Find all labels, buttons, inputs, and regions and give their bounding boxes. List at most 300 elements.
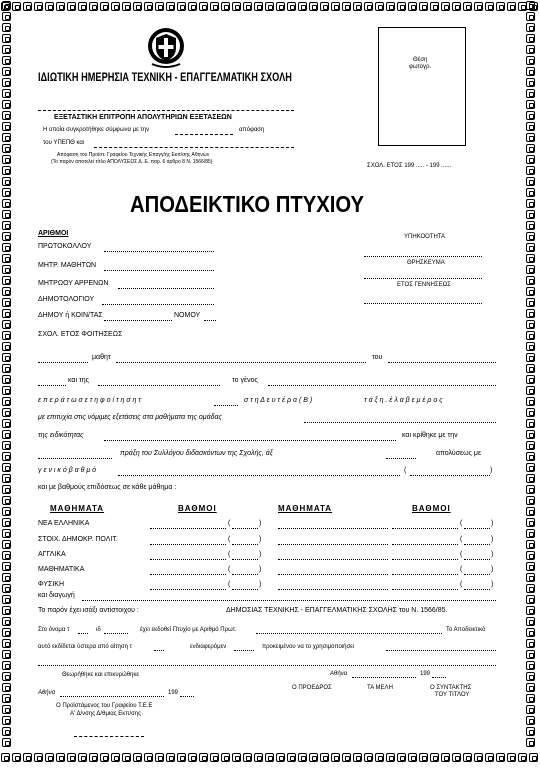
border-square: [2, 232, 11, 241]
border-square: [526, 254, 535, 263]
border-square: [166, 2, 175, 11]
field-line: [180, 696, 194, 697]
border-square: [243, 2, 252, 11]
border-square: [526, 397, 535, 406]
border-square: [2, 298, 11, 307]
subject-row-4: ΦΥΣΙΚΗ: [38, 581, 65, 588]
field-line: [386, 458, 416, 459]
border-square: [210, 2, 219, 11]
border-square: [526, 694, 535, 703]
border-square: [526, 243, 535, 252]
border-square: [2, 287, 11, 296]
text-onoma-b: ιδ: [96, 627, 101, 633]
border-square: [45, 753, 54, 762]
border-square: [309, 2, 318, 11]
border-square: [111, 2, 120, 11]
grade-line: [278, 574, 388, 575]
grade-line: [464, 589, 490, 590]
border-square: [67, 753, 76, 762]
grade-line: [232, 528, 258, 529]
text-equiv-a: Το παρόν έχει ισάξι αντίστοιχου :: [38, 607, 139, 614]
border-square: [2, 562, 11, 571]
border-square: [526, 177, 535, 186]
border-square: [2, 727, 11, 736]
label-mitroou-arrenon: ΜΗΤΡΩΟΥ ΑΡΡΕΝΩΝ: [38, 280, 109, 287]
border-square: [496, 753, 505, 762]
border-square: [155, 753, 164, 762]
border-square: [232, 753, 241, 762]
border-square: [133, 753, 142, 762]
border-square: [452, 753, 461, 762]
photo-label: Θέση: [413, 57, 428, 63]
border-square: [45, 2, 54, 11]
field-line: [104, 270, 214, 271]
border-square: [342, 2, 351, 11]
border-square: [526, 144, 535, 153]
border-square: [2, 496, 11, 505]
border-square: [386, 2, 395, 11]
grade-paren-close: ): [491, 520, 494, 527]
border-square: [188, 753, 197, 762]
border-square: [2, 144, 11, 153]
border-square: [474, 2, 483, 11]
border-square: [397, 2, 406, 11]
label-mitr-mathiton: ΜΗΤΡ. ΜΑΘΗΤΩΝ: [38, 262, 97, 269]
border-square: [2, 309, 11, 318]
field-line: [82, 600, 496, 601]
school-name: ΙΔΙΩΤΙΚΗ ΗΜΕΡΗΣΙΑ ΤΕΧΝΙΚΗ - ΕΠΑΓΓΕΛΜΑΤΙΚΗ ΣΧΟΛΗ: [38, 72, 292, 84]
field-line: [104, 320, 172, 321]
text-athina-left: Αθήνα: [38, 690, 56, 696]
border-square: [526, 485, 535, 494]
border-square: [463, 2, 472, 11]
field-line: [364, 278, 482, 279]
grade-line: [278, 589, 388, 590]
grade-line: [392, 574, 458, 575]
text-eidikotitas: της ειδικότητας: [38, 432, 84, 439]
grade-line: [278, 559, 388, 560]
border-square: [526, 716, 535, 725]
border-square: [452, 2, 461, 11]
border-square: [2, 342, 11, 351]
border-square: [298, 2, 307, 11]
border-square: [2, 375, 11, 384]
grade-line: [392, 544, 458, 545]
label-nomou: ΝΟΜΟΥ: [174, 312, 201, 319]
border-square: [221, 753, 230, 762]
border-square: [408, 2, 417, 11]
dash-line: [94, 147, 294, 148]
border-square: [526, 540, 535, 549]
border-square: [526, 727, 535, 736]
border-square: [188, 2, 197, 11]
text-athina-left-year: 199: [168, 690, 179, 696]
text-ekdothike-b: ενδιαφερόμεν: [190, 644, 227, 650]
field-line: [432, 677, 446, 678]
field-line: [304, 422, 496, 423]
border-square: [2, 441, 11, 450]
signature-line: [74, 736, 144, 737]
border-square: [526, 496, 535, 505]
border-top: [0, 1, 540, 13]
border-square: [526, 529, 535, 538]
border-square: [474, 753, 483, 762]
grade-line: [232, 559, 258, 560]
border-square: [526, 573, 535, 582]
label-arithmoi: ΑΡΙΘΜΟΙ: [38, 230, 69, 237]
document-title: ΑΠΟΔΕΙΚΤΙΚΟ ΠΤΥΧΙΟΥ: [130, 191, 365, 217]
border-square: [265, 2, 274, 11]
text-meli: ΤΑ ΜΕΛΗ: [367, 685, 393, 691]
grade-line: [464, 528, 490, 529]
text-praxi: πράξη του Συλλόγου διδασκόντων της Σχολής, άξ: [120, 450, 273, 457]
text-to-genos: το γένος: [232, 377, 258, 384]
label-thriskeuma: ΘΡΗΣΚΕΥΜΑ: [407, 260, 445, 266]
grade-paren-open: (: [228, 536, 231, 543]
border-square: [276, 2, 285, 11]
border-square: [526, 309, 535, 318]
border-square: [526, 199, 535, 208]
grade-paren-open: (: [228, 566, 231, 573]
border-square: [2, 67, 11, 76]
border-square: [526, 705, 535, 714]
border-square: [2, 23, 11, 32]
border-square: [2, 716, 11, 725]
border-square: [526, 584, 535, 593]
border-square: [2, 12, 11, 21]
border-square: [199, 2, 208, 11]
border-square: [526, 738, 535, 747]
label-dimou: ΔΗΜΟΥ ή ΚΟΙΝ/ΤΑΣ: [38, 312, 103, 319]
grade-line: [232, 574, 258, 575]
border-square: [526, 23, 535, 32]
border-square: [100, 2, 109, 11]
border-square: [2, 430, 11, 439]
grade-line: [464, 559, 490, 560]
text-onoma-a: Στο όνομα τ: [38, 627, 70, 633]
border-square: [2, 100, 11, 109]
text-proedros: Ο ΠΡΟΕΔΡΟΣ: [292, 685, 332, 691]
border-square: [298, 753, 307, 762]
text-onoma-d: Το Αποδεικτικό: [446, 627, 486, 633]
border-square: [2, 540, 11, 549]
border-square: [526, 232, 535, 241]
col-subjects-right: ΜΑΘΗΜΑΤΑ: [278, 504, 333, 513]
grade-line: [392, 528, 458, 529]
text-proistamenos-1: Ο Προϊστάμενος του Γραφείου Τ.Ε.Ε: [56, 703, 153, 709]
border-square: [320, 753, 329, 762]
border-square: [210, 753, 219, 762]
text-onoma-c: έχει εκδοθεί Πτυχίο με Αριθμό Πρωτ.: [140, 627, 237, 633]
border-square: [12, 2, 21, 11]
text-apolyseos: απολύσεως με: [436, 450, 482, 457]
field-line: [104, 440, 396, 441]
border-square: [430, 2, 439, 11]
border-square: [89, 753, 98, 762]
school-year: ΣΧΟΛ. ΕΤΟΣ 199 ..... - 199 ......: [367, 163, 452, 169]
border-square: [56, 2, 65, 11]
text-tou: του: [372, 354, 383, 361]
text-krithike: και κρίθηκε με την: [402, 432, 458, 439]
border-square: [526, 111, 535, 120]
grade-paren-open: (: [460, 551, 463, 558]
border-square: [526, 34, 535, 43]
col-grades-right: ΒΑΘΜΟΙ: [412, 504, 451, 513]
border-square: [430, 753, 439, 762]
subject-row-1: ΣΤΟΙΧ. ΔΗΜΟΚΡ. ΠΟΛΙΤ.: [38, 536, 118, 543]
grade-paren-close: ): [491, 581, 494, 588]
border-square: [254, 2, 263, 11]
border-square: [526, 122, 535, 131]
grade-paren-close: ): [259, 551, 262, 558]
committee-line-4: (Το παρόν αποτελεί τίτλο ΑΠΟΛΥΣΕΩΣ Δ. Ε. παρ. 6 άρθρο 8 Ν. 1566/85): [51, 159, 213, 165]
border-square: [2, 507, 11, 516]
border-square: [507, 2, 516, 11]
border-square: [526, 155, 535, 164]
grade-paren-open: (: [228, 581, 231, 588]
border-square: [441, 2, 450, 11]
border-right: [525, 0, 537, 768]
border-square: [2, 485, 11, 494]
border-square: [34, 2, 43, 11]
grade-paren-open: (: [228, 551, 231, 558]
border-square: [2, 188, 11, 197]
border-square: [309, 753, 318, 762]
text-ekdothike-a: αυτό εκδίδεται ύστερα από αίτηση τ: [38, 644, 132, 650]
border-square: [526, 430, 535, 439]
border-square: [34, 753, 43, 762]
border-square: [526, 320, 535, 329]
field-line: [98, 385, 220, 386]
border-square: [2, 397, 11, 406]
field-line: [214, 405, 238, 406]
grade-paren-close: ): [491, 536, 494, 543]
border-square: [526, 12, 535, 21]
border-square: [2, 617, 11, 626]
field-line: [38, 362, 88, 363]
border-square: [2, 639, 11, 648]
grade-line: [232, 589, 258, 590]
grade-line: [278, 528, 388, 529]
border-square: [526, 100, 535, 109]
border-square: [397, 753, 406, 762]
field-line: [102, 304, 214, 305]
border-square: [122, 753, 131, 762]
border-square: [133, 2, 142, 11]
field-line: [116, 362, 366, 363]
text-syntaktis-2: ΤΟΥ ΤΙΤΛΟΥ: [435, 692, 470, 698]
border-square: [2, 551, 11, 560]
border-square: [320, 2, 329, 11]
grade-paren-close: ): [491, 566, 494, 573]
grade-paren-close: ): [491, 551, 494, 558]
grade-line: [150, 559, 226, 560]
border-square: [441, 753, 450, 762]
border-square: [526, 287, 535, 296]
border-square: [353, 2, 362, 11]
border-square: [419, 753, 428, 762]
grade-paren-close: ): [259, 536, 262, 543]
subject-row-2: ΑΓΓΛΙΚΑ: [38, 551, 66, 558]
text-sentence-a: ε π ε ρ ά τ ω σ ε τ η φ ο ί τ η σ η τ: [38, 397, 141, 404]
border-square: [287, 2, 296, 11]
text-athina-right-year: 199: [420, 671, 431, 677]
border-square: [526, 78, 535, 87]
text-equiv-b: ΔΗΜΟΣΙΑΣ ΤΕΧΝΙΚΗΣ - ΕΠΑΓΓΕΛΜΑΤΙΚΗΣ ΣΧΟΛΗΣ του Ν. 1566/85.: [226, 607, 448, 614]
border-square: [2, 133, 11, 142]
border-square: [526, 386, 535, 395]
border-square: [243, 753, 252, 762]
border-square: [526, 56, 535, 65]
grade-line: [464, 574, 490, 575]
grade-line: [278, 544, 388, 545]
border-square: [526, 551, 535, 560]
border-square: [67, 2, 76, 11]
field-line: [352, 677, 416, 678]
dash-line: [175, 134, 233, 135]
field-line: [386, 650, 496, 651]
label-dimotologiou: ΔΗΜΟΤΟΛΟΓΙΟΥ: [38, 296, 95, 303]
border-square: [526, 441, 535, 450]
border-square: [526, 639, 535, 648]
border-square: [526, 562, 535, 571]
border-square: [526, 474, 535, 483]
border-square: [2, 210, 11, 219]
border-square: [155, 2, 164, 11]
field-line: [234, 650, 254, 651]
border-bottom: [0, 752, 540, 764]
border-square: [2, 89, 11, 98]
border-square: [23, 2, 32, 11]
grade-paren-open: (: [228, 520, 231, 527]
border-square: [2, 177, 11, 186]
border-square: [2, 518, 11, 527]
border-square: [526, 353, 535, 362]
border-square: [375, 753, 384, 762]
label-protokollou: ΠΡΩΤΟΚΟΛΛΟΥ: [38, 243, 92, 250]
border-square: [419, 2, 428, 11]
grade-paren-close: ): [259, 520, 262, 527]
border-square: [2, 661, 11, 670]
label-etos-foitisis: ΣΧΟΛ. ΕΤΟΣ ΦΟΙΤΗΣΕΩΣ: [38, 331, 123, 338]
border-square: [144, 2, 153, 11]
border-square: [364, 753, 373, 762]
paren-open: (: [404, 467, 407, 474]
text-diagogi: και διαγωγή: [38, 592, 75, 599]
grade-paren-open: (: [460, 536, 463, 543]
photo-label-2: φωτογρ.: [409, 64, 432, 70]
border-square: [221, 2, 230, 11]
border-square: [375, 2, 384, 11]
border-square: [166, 753, 175, 762]
border-square: [353, 753, 362, 762]
border-square: [2, 276, 11, 285]
border-square: [2, 595, 11, 604]
border-square: [526, 45, 535, 54]
text-proistamenos-2: Α' Δ/νσης Δ/θμιας Εκπ/σης: [70, 711, 141, 717]
border-square: [526, 188, 535, 197]
field-line: [60, 696, 164, 697]
border-square: [526, 650, 535, 659]
border-square: [526, 375, 535, 384]
committee-line-3: Απόφαση του Προϊστ. Γραφείου Τεχνικής Επαγγ/ής Εκπ/σης Αθηνών: [57, 152, 210, 158]
field-line: [38, 385, 66, 386]
border-left: [1, 0, 13, 768]
field-line: [410, 475, 490, 476]
border-square: [526, 463, 535, 472]
committee-title: ΕΞΕΤΑΣΤΙΚΗ ΕΠΙΤΡΟΠΗ ΑΠΟΛΥΤΗΡΙΩΝ ΕΞΕΤΑΣΕΩΝ: [54, 114, 232, 121]
border-square: [526, 518, 535, 527]
border-square: [276, 753, 285, 762]
border-square: [2, 705, 11, 714]
text-epidoseis: και με βαθμούς επιδόσεως σε κάθε μάθημα :: [38, 484, 177, 491]
border-square: [23, 753, 32, 762]
border-square: [526, 364, 535, 373]
border-square: [526, 298, 535, 307]
border-square: [526, 606, 535, 615]
border-square: [526, 166, 535, 175]
border-square: [177, 2, 186, 11]
text-geniko: γ ε ν ι κ ό β α θ μ ό: [38, 467, 96, 474]
border-square: [485, 2, 494, 11]
border-square: [287, 753, 296, 762]
border-square: [12, 753, 21, 762]
border-square: [111, 753, 120, 762]
border-square: [364, 2, 373, 11]
border-square: [2, 584, 11, 593]
field-line: [78, 633, 88, 634]
border-square: [2, 628, 11, 637]
grade-line: [150, 544, 226, 545]
border-square: [2, 419, 11, 428]
border-square: [100, 753, 109, 762]
paren-close: ): [490, 467, 493, 474]
border-square: [386, 753, 395, 762]
grade-line: [392, 559, 458, 560]
label-etos-gennisis: ΕΤΟΣ ΓΕΝΝΗΣΕΩΣ: [397, 282, 451, 288]
border-square: [526, 617, 535, 626]
border-square: [2, 78, 11, 87]
border-square: [2, 408, 11, 417]
border-square: [526, 595, 535, 604]
field-line: [364, 256, 482, 257]
field-line: [104, 633, 128, 634]
border-square: [526, 221, 535, 230]
border-square: [78, 753, 87, 762]
grade-line: [232, 544, 258, 545]
border-square: [526, 452, 535, 461]
field-line: [118, 475, 400, 476]
field-line: [364, 303, 482, 304]
dash-line: [38, 110, 294, 111]
committee-line-1-end: απόφαση: [239, 127, 265, 133]
border-square: [342, 753, 351, 762]
border-square: [526, 661, 535, 670]
border-square: [526, 276, 535, 285]
field-line: [204, 320, 216, 321]
border-square: [2, 221, 11, 230]
grade-line: [464, 544, 490, 545]
border-square: [78, 2, 87, 11]
grade-line: [150, 528, 226, 529]
field-line: [388, 362, 496, 363]
border-square: [2, 353, 11, 362]
col-grades-left: ΒΑΘΜΟΙ: [178, 504, 217, 513]
border-square: [2, 34, 11, 43]
border-square: [2, 529, 11, 538]
border-square: [2, 111, 11, 120]
label-ypikootita: ΥΠΗΚΟΟΤΗΤΑ: [404, 234, 446, 240]
